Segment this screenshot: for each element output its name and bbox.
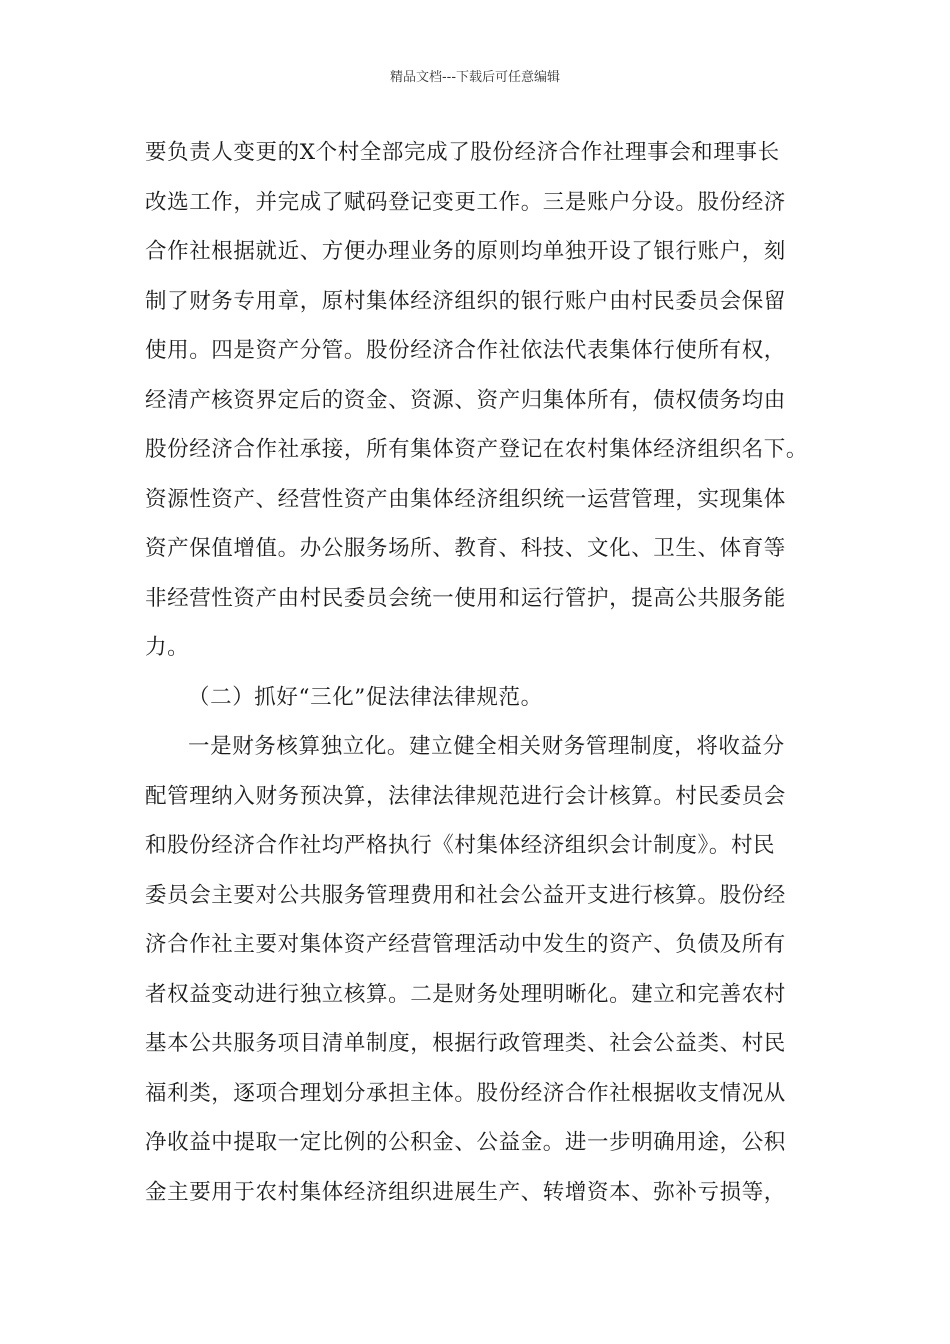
text-line: 福利类，逐项合理划分承担主体。股份经济合作社根据收支情况从 [145,1080,786,1106]
text-line: 济合作社主要对集体资产经营管理活动中发生的资产、负债及所有 [145,932,786,957]
text-line: 净收益中提取一定比例的公积金、公益金。进一步明确用途，公积 [145,1130,786,1155]
text-line: 合作社根据就近、方便办理业务的原则均单独开设了银行账户，刻 [145,239,786,264]
text-line: 委员会主要对公共服务管理费用和社会公益开支进行核算。股份经 [145,882,786,908]
text-line: 改选工作，并完成了赋码登记变更工作。三是账户分设。股份经济 [145,189,786,215]
page-header: 精品文档---下载后可任意编辑 [389,70,561,85]
text-line: 基本公共服务项目清单制度，根据行政管理类、社会公益类、村民 [145,1031,786,1056]
text-line: 金主要用于农村集体经济组织进展生产、转增资本、弥补亏损等， [145,1179,786,1205]
text-line: 制了财务专用章，原村集体经济组织的银行账户由村民委员会保留 [145,288,786,314]
text-line: 配管理纳入财务预决算，法律法律规范进行会计核算。村民委员会 [145,783,786,809]
text-line: 股份经济合作社承接，所有集体资产登记在农村集体经济组织名下。 [145,437,809,462]
text-line: 力。 [145,635,190,660]
text-line: 经清产核资界定后的资金、资源、资产归集体所有，债权债务均由 [145,387,786,413]
section-heading: （二）抓好“三化”促法律法律规范。 [188,684,543,710]
paragraph-start-line: 一是财务核算独立化。建立健全相关财务管理制度，将收益分 [188,734,785,759]
text-line: 要负责人变更的X个村全部完成了股份经济合作社理事会和理事长 [145,140,780,165]
text-line: 使用。四是资产分管。股份经济合作社依法代表集体行使所有权， [145,338,786,363]
text-line: 和股份经济合作社均严格执行《村集体经济组织会计制度》。村民 [145,833,776,858]
text-line: 非经营性资产由村民委员会统一使用和运行管护，提高公共服务能 [145,585,786,611]
document-body [145,128,825,1217]
text-line: 资产保值增值。办公服务场所、教育、科技、文化、卫生、体育等 [145,536,786,561]
text-line: 资源性资产、经营性资产由集体经济组织统一运营管理，实现集体 [145,486,786,512]
text-line: 者权益变动进行独立核算。二是财务处理明晰化。建立和完善农村 [145,981,786,1007]
